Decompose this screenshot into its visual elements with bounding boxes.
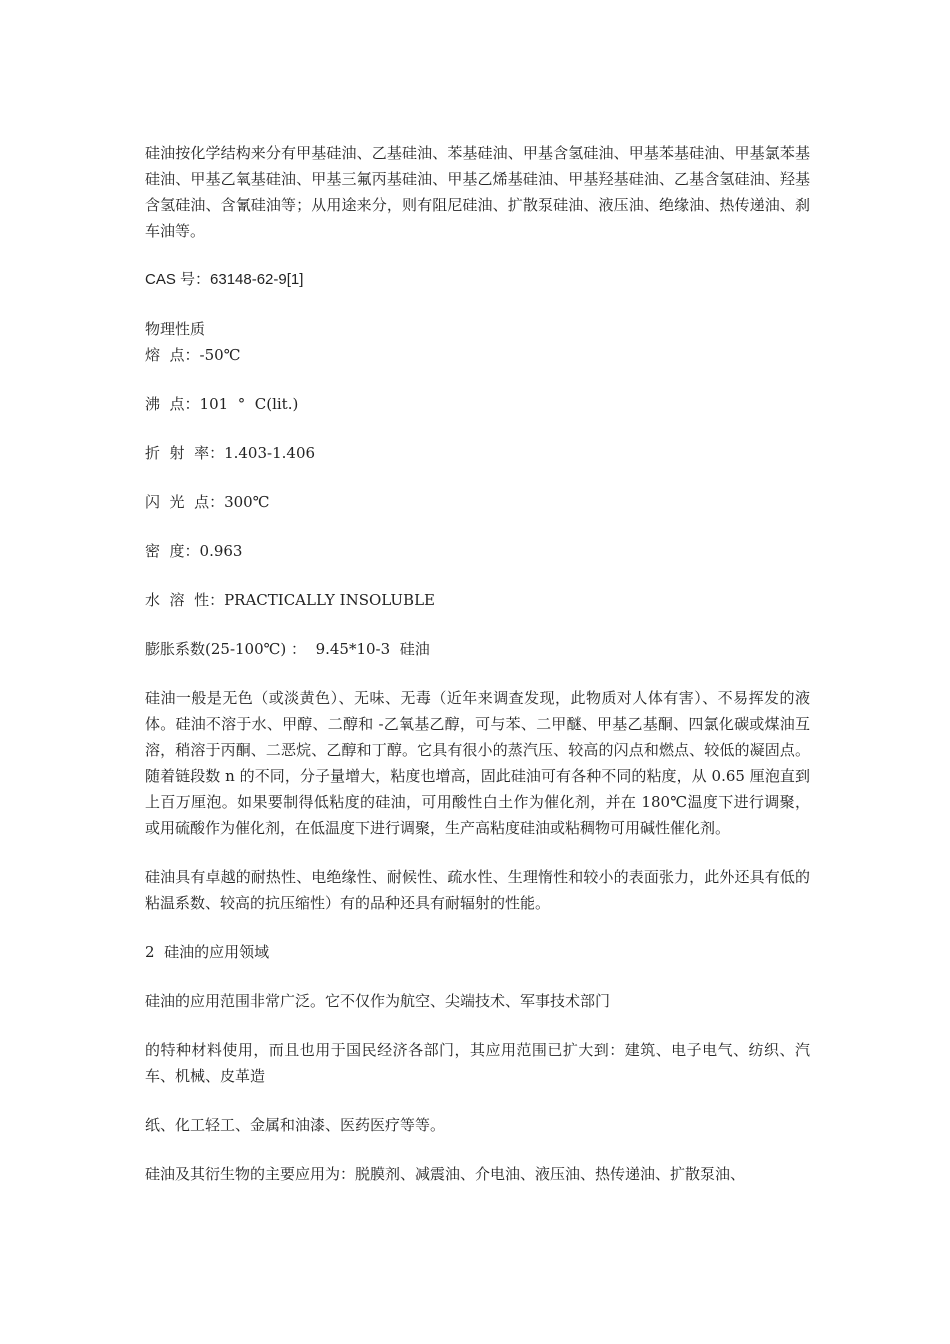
melting-point: 熔 点：-50℃ — [145, 346, 241, 364]
application-paragraph-4: 硅油及其衍生物的主要应用为：脱膜剂、减震油、介电油、液压油、热传递油、扩散泵油、 — [145, 1165, 746, 1183]
water-solubility: 水 溶 性：PRACTICALLY INSOLUBLE — [145, 591, 435, 609]
boiling-point: 沸 点：101 ° C(lit.) — [145, 395, 299, 413]
application-paragraph-3: 纸、化工轻工、金属和油漆、医药医疗等等。 — [145, 1116, 446, 1134]
intro-paragraph: 硅油按化学结构来分有甲基硅油、乙基硅油、苯基硅油、甲基含氢硅油、甲基苯基硅油、甲基氯苯基硅油、甲基乙氧基硅油、甲基三氟丙基硅油、甲基乙烯基硅油、甲基羟基硅油、乙基含氢硅油、羟基含氢硅油、含氰硅油等；从用途来分，则有阻尼硅油、扩散泵硅油、液压油、绝缘油、热传递油、刹车油等。 — [145, 144, 810, 240]
expansion-coefficient: 膨胀系数(25-100℃) ： 9.45*10-3 硅油 — [145, 640, 430, 658]
description-paragraph-1: 硅油一般是无色（或淡黄色）、无味、无毒（近年来调查发现，此物质对人体有害）、不易挥发的液体。硅油不溶于水、甲醇、二醇和 -乙氧基乙醇，可与苯、二甲醚、甲基乙基酮、四氯化碳或煤油互溶，稍溶于丙酮、二恶烷、乙醇和丁醇。它具有很小的蒸汽压、较高的闪点和燃点、较低的凝固点。随着链段数 n 的不同，分子量增大，粘度也增高，固此硅油可有各种不同的粘度，从 0.65 厘泡直到上百万厘泡。如果要制得低粘度的硅油，可用酸性白土作为催化剂，并在 180℃温度下进行调聚，或用硫酸作为催化剂，在低温度下进行调聚，生产高粘度硅油或粘稠物可用碱性催化剂。 — [145, 689, 810, 837]
cas-number: CAS 号：63148-62-9[1] — [145, 271, 304, 288]
flash-point: 闪 光 点：300℃ — [145, 493, 270, 511]
density: 密 度：0.963 — [145, 542, 243, 560]
refractive-index: 折 射 率：1.403-1.406 — [145, 444, 316, 462]
section-2-heading: 2 硅油的应用领域 — [145, 943, 270, 961]
physical-properties-heading: 物理性质 — [145, 320, 206, 338]
application-paragraph-1: 硅油的应用范围非常广泛。它不仅作为航空、尖端技术、军事技术部门 — [145, 992, 611, 1010]
document-page — [145, 140, 810, 1187]
description-paragraph-2: 硅油具有卓越的耐热性、电绝缘性、耐候性、疏水性、生理惰性和较小的表面张力，此外还具有低的粘温系数、较高的抗压缩性）有的品种还具有耐辐射的性能。 — [145, 868, 810, 912]
application-paragraph-2: 的特种材料使用，而且也用于国民经济各部门，其应用范围已扩大到：建筑、电子电气、纺织、汽车、机械、皮革造 — [145, 1041, 810, 1085]
